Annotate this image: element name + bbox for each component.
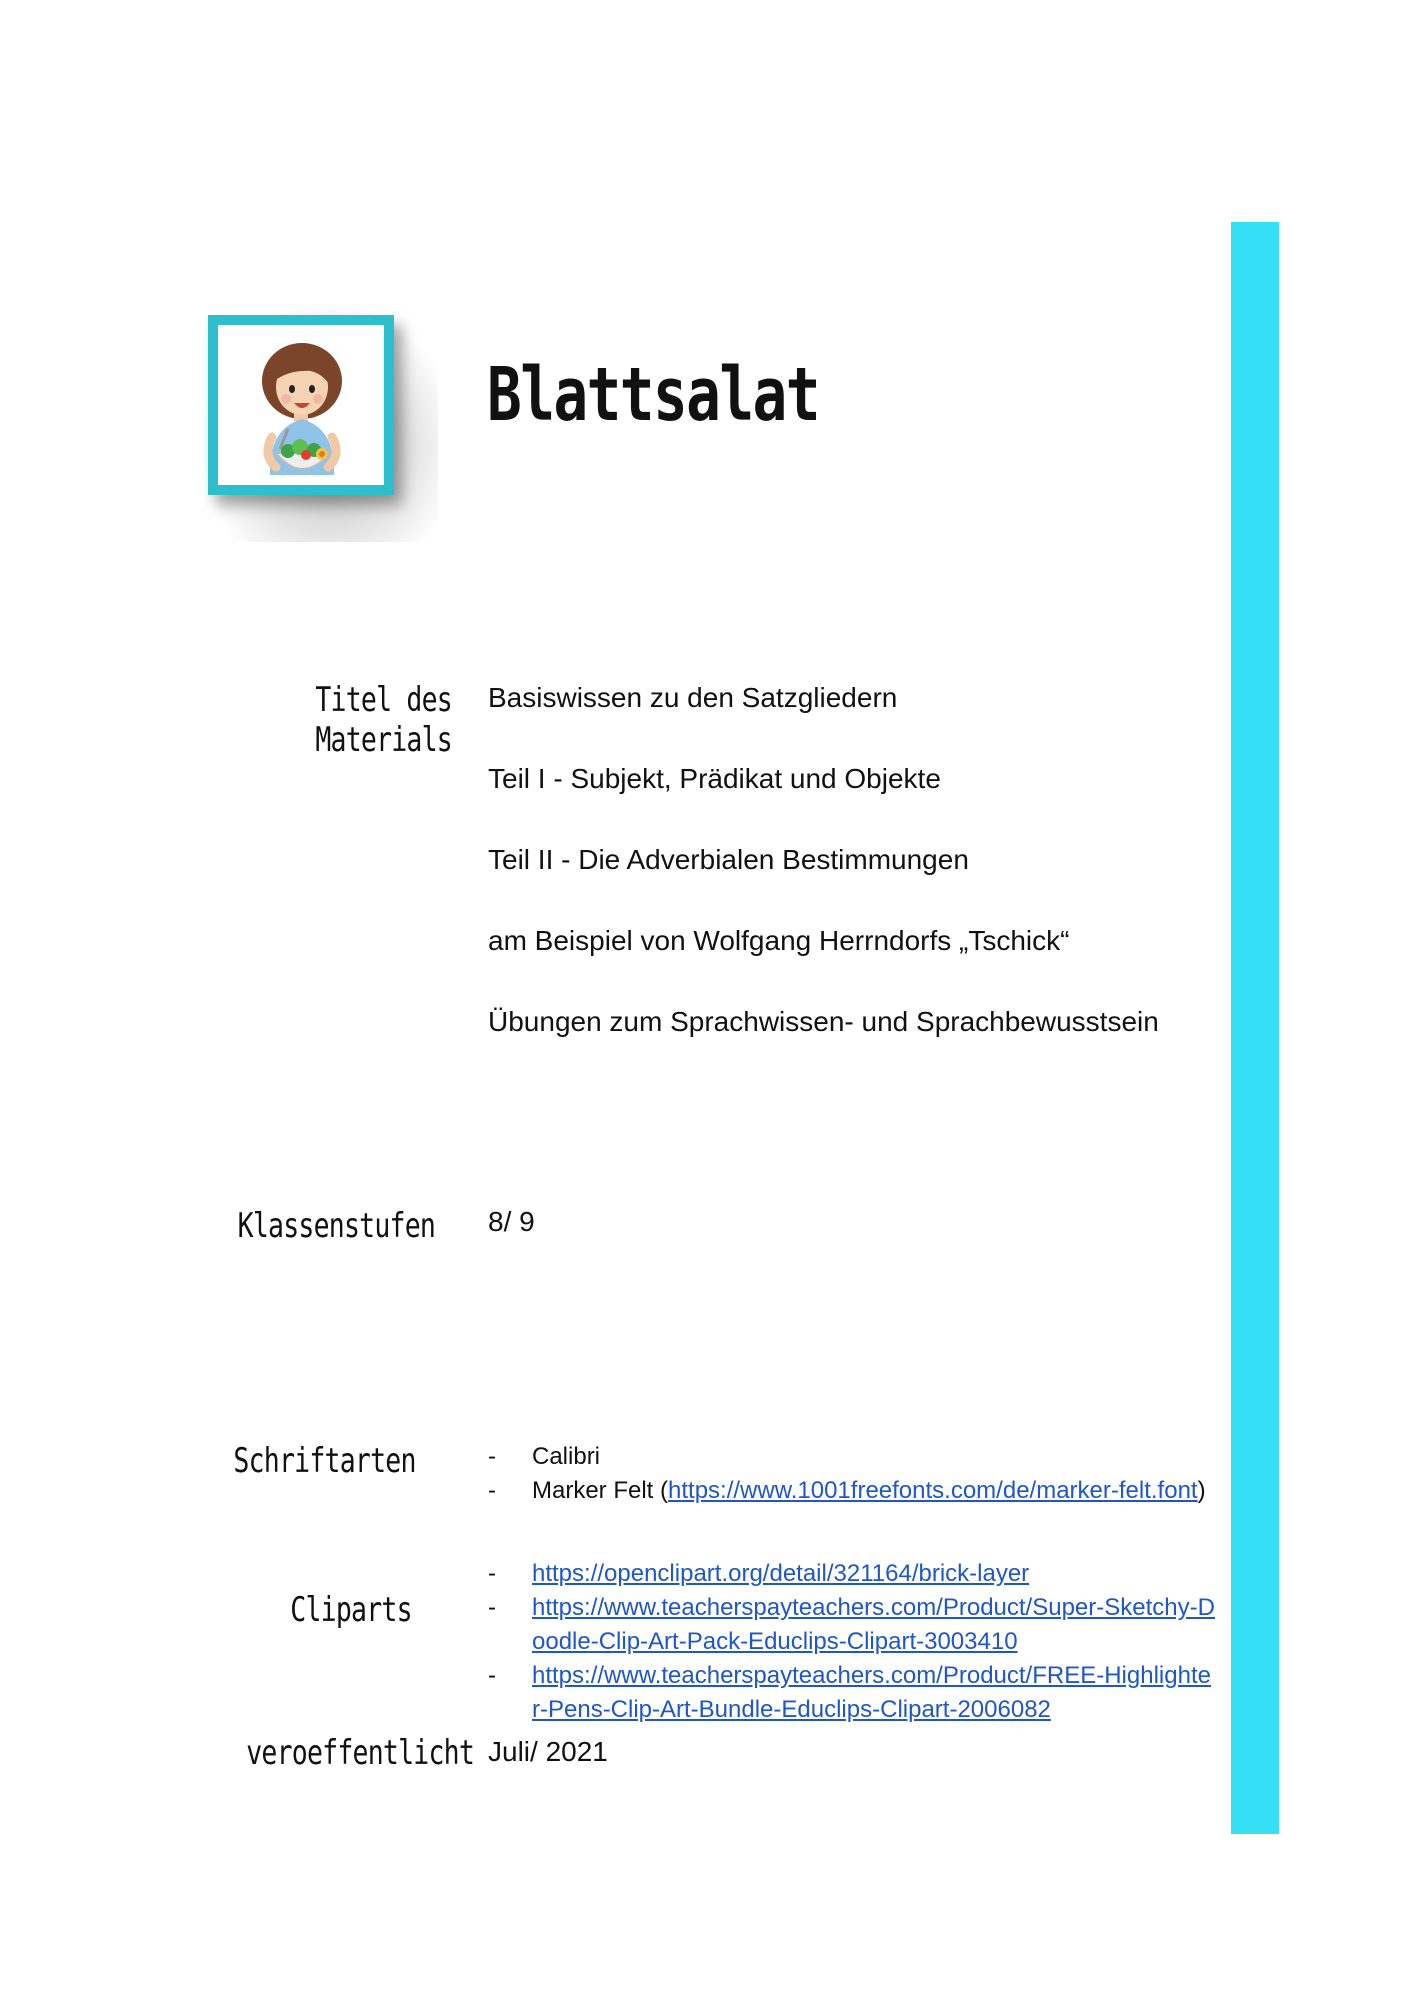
material-line: Übungen zum Sprachwissen- und Sprachbewusstsein: [488, 1006, 1159, 1037]
list-item: - Marker Felt (https://www.1001freefonts.com/de/marker-felt.font): [488, 1477, 1206, 1504]
accent-bar: [1231, 222, 1279, 1834]
material-line: Teil I - Subjekt, Prädikat und Objekte: [488, 763, 941, 794]
material-line: am Beispiel von Wolfgang Herrndorfs „Tschick“: [488, 925, 1070, 956]
list-item: - https://www.teacherspayteachers.com/Product/FREE-Highlighter-Pens-Clip-Art-Bundle-Educlips-Clipart-2006082: [488, 1662, 1211, 1723]
list-item: - Calibri: [488, 1443, 601, 1470]
published-value: Juli/ 2021: [488, 1736, 608, 1767]
cliparts-list: [488, 1557, 1218, 1727]
girl-eating-salad-icon: [218, 325, 384, 485]
cliparts-label: Cliparts: [290, 1590, 412, 1630]
list-item: - https://openclipart.org/detail/321164/brick-layer: [488, 1560, 1030, 1587]
font-link[interactable]: https://www.1001freefonts.com/de/marker-felt.font: [668, 1477, 1198, 1504]
fonts-list: [488, 1440, 1208, 1508]
fonts-label: Schriftarten: [233, 1441, 416, 1481]
material-line: Basiswissen zu den Satzgliedern: [488, 682, 898, 713]
material-label: Titel des Materials: [315, 680, 452, 760]
clipart-link[interactable]: https://openclipart.org/detail/321164/brick-layer: [532, 1560, 1030, 1587]
published-label: veroeffentlicht: [246, 1733, 475, 1773]
grades-label: Klassenstufen: [237, 1206, 436, 1246]
clipart-link[interactable]: https://www.teacherspayteachers.com/Product/FREE-Highlighter-Pens-Clip-Art-Bundle-Educlips-Clipart-2006082: [532, 1662, 1211, 1723]
grades-value: 8/ 9: [488, 1206, 535, 1237]
logo: [208, 315, 394, 495]
clipart-link[interactable]: https://www.teacherspayteachers.com/Product/Super-Sketchy-Doodle-Clip-Art-Pack-Educlips-Clipart-3003410: [532, 1594, 1215, 1655]
list-item: - https://www.teacherspayteachers.com/Product/Super-Sketchy-Doodle-Clip-Art-Pack-Educlips-Clipart-3003410: [488, 1594, 1215, 1655]
brand-title: Blattsalat: [487, 352, 819, 438]
material-line: Teil II - Die Adverbialen Bestimmungen: [488, 844, 969, 875]
